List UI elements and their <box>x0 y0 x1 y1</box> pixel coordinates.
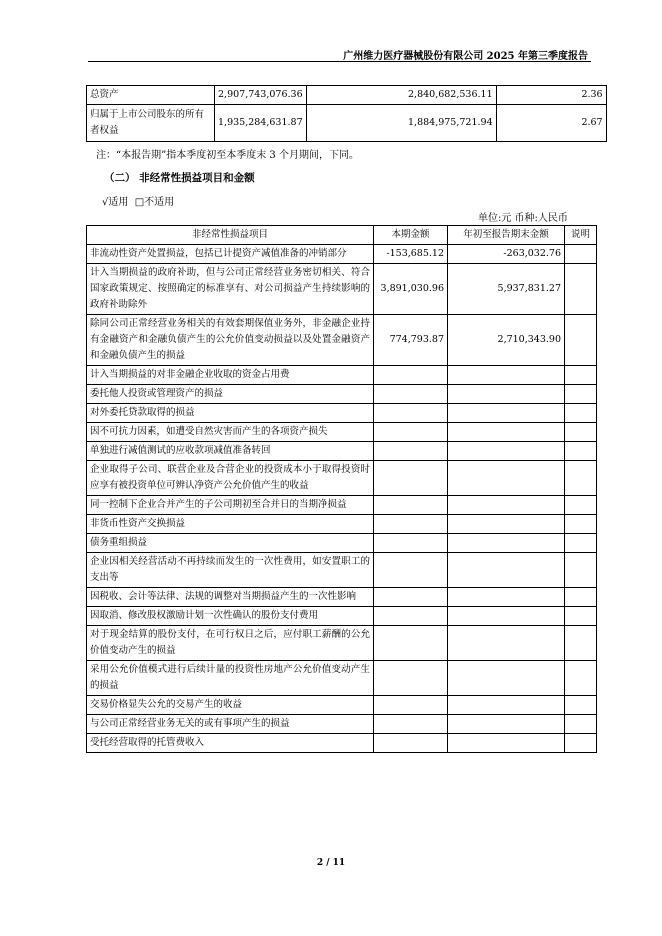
table-row <box>87 607 597 626</box>
item-label: 对于现金结算的股份支付，在可行权日之后，应付职工薪酬的公允价值变动产生的损益 <box>87 626 374 661</box>
item-note <box>565 715 597 734</box>
table-row <box>87 553 597 588</box>
ytd-amount <box>448 715 565 734</box>
ytd-amount <box>448 661 565 696</box>
ytd-amount <box>448 588 565 607</box>
item-label: 计入当期损益的对非金融企业收取的资金占用费 <box>87 366 374 385</box>
current-amount <box>374 461 448 496</box>
item-label: 债务重组损益 <box>87 534 374 553</box>
item-note <box>565 515 597 534</box>
current-amount <box>374 534 448 553</box>
item-note <box>565 553 597 588</box>
item-label: 交易价格显失公允的交易产生的收益 <box>87 696 374 715</box>
table-row <box>87 715 597 734</box>
table-row <box>87 734 597 753</box>
item-note <box>565 626 597 661</box>
table-row <box>87 534 597 553</box>
current-amount <box>374 734 448 753</box>
table-row <box>87 461 597 496</box>
table-row <box>87 423 597 442</box>
item-note <box>565 264 597 315</box>
current-amount <box>374 661 448 696</box>
item-label: 对外委托贷款取得的损益 <box>87 404 374 423</box>
item-label: 因税收、会计等法律、法规的调整对当期损益产生的一次性影响 <box>87 588 374 607</box>
header-item: 非经常性损益项目 <box>87 226 374 245</box>
table-header-row <box>87 226 597 245</box>
item-note <box>565 404 597 423</box>
current-amount <box>374 366 448 385</box>
item-label: 与公司正常经营业务无关的或有事项产生的损益 <box>87 715 374 734</box>
item-note <box>565 496 597 515</box>
ytd-amount: -263,032.76 <box>448 245 565 264</box>
item-label: 企业因相关经营活动不再持续而发生的一次性费用，如安置职工的支出等 <box>87 553 374 588</box>
applicability-options <box>102 193 174 208</box>
ytd-amount <box>448 626 565 661</box>
item-label: 采用公允价值模式进行后续计量的投资性房地产公允价值变动产生的损益 <box>87 661 374 696</box>
item-note <box>565 661 597 696</box>
current-amount <box>374 423 448 442</box>
ytd-amount: 5,937,831.27 <box>448 264 565 315</box>
ytd-amount <box>448 553 565 588</box>
table-row <box>87 264 597 315</box>
item-label: 企业取得子公司、联营企业及合营企业的投资成本小于取得投资时应享有被投资单位可辨认净资产公允价值产生的收益 <box>87 461 374 496</box>
row-label: 归属于上市公司股东的所有者权益 <box>87 105 215 142</box>
item-label: 受托经营取得的托管费收入 <box>87 734 374 753</box>
current-amount <box>374 496 448 515</box>
ytd-amount <box>448 734 565 753</box>
table-row <box>87 515 597 534</box>
ytd-amount <box>448 461 565 496</box>
current-amount <box>374 442 448 461</box>
table-row <box>87 404 597 423</box>
section-title: （二） 非经常性损益项目和金额 <box>104 172 255 184</box>
ytd-amount <box>448 423 565 442</box>
header-divider <box>88 61 591 62</box>
page-header-title: 广州维力医疗器械股份有限公司 2025 年第三季度报告 <box>343 51 588 62</box>
item-note <box>565 385 597 404</box>
balance-summary-table <box>86 85 607 142</box>
item-note <box>565 366 597 385</box>
ytd-amount <box>448 607 565 626</box>
item-note <box>565 245 597 264</box>
ytd-amount <box>448 385 565 404</box>
non-recurring-gains-table <box>86 225 597 753</box>
table-row <box>87 385 597 404</box>
item-label: 委托他人投资或管理资产的损益 <box>87 385 374 404</box>
current-value: 1,935,284,631.87 <box>215 105 307 142</box>
row-label: 总资产 <box>87 86 215 105</box>
item-note <box>565 534 597 553</box>
prior-value: 2,840,682,536.11 <box>306 86 496 105</box>
table-row <box>87 661 597 696</box>
ytd-amount <box>448 696 565 715</box>
item-label: 非货币性资产交换损益 <box>87 515 374 534</box>
change-percent: 2.67 <box>496 105 606 142</box>
table-row <box>87 245 597 264</box>
prior-value: 1,884,975,721.94 <box>306 105 496 142</box>
table-row <box>87 496 597 515</box>
ytd-amount <box>448 534 565 553</box>
current-amount <box>374 696 448 715</box>
currency-unit: 单位:元 币种:人民币 <box>478 213 568 224</box>
table-row <box>87 105 607 142</box>
table-row <box>87 366 597 385</box>
table-row <box>87 626 597 661</box>
header-current: 本期金额 <box>374 226 448 245</box>
ytd-amount <box>448 366 565 385</box>
table-row <box>87 696 597 715</box>
current-amount: 774,793.87 <box>374 315 448 366</box>
ytd-amount <box>448 496 565 515</box>
table-row <box>87 86 607 105</box>
current-amount <box>374 404 448 423</box>
item-label: 非流动性资产处置损益，包括已计提资产减值准备的冲销部分 <box>87 245 374 264</box>
table-row <box>87 588 597 607</box>
header-note: 说明 <box>565 226 597 245</box>
item-note <box>565 423 597 442</box>
item-note <box>565 442 597 461</box>
ytd-amount <box>448 404 565 423</box>
item-note <box>565 734 597 753</box>
table-row <box>87 315 597 366</box>
page-number: 2 / 11 <box>316 858 346 868</box>
current-amount <box>374 553 448 588</box>
item-note <box>565 696 597 715</box>
current-amount <box>374 715 448 734</box>
item-label: 因不可抗力因素，如遭受自然灾害而产生的各项资产损失 <box>87 423 374 442</box>
change-percent: 2.36 <box>496 86 606 105</box>
header-ytd: 年初至报告期末金额 <box>448 226 565 245</box>
item-label: 同一控制下企业合并产生的子公司期初至合并日的当期净损益 <box>87 496 374 515</box>
item-label: 因取消、修改股权激励计划一次性确认的股份支付费用 <box>87 607 374 626</box>
current-amount: 3,891,030.96 <box>374 264 448 315</box>
current-amount <box>374 626 448 661</box>
current-amount <box>374 607 448 626</box>
item-note <box>565 315 597 366</box>
item-label: 计入当期损益的政府补助，但与公司正常经营业务密切相关、符合国家政策规定、按照确定的标准享有、对公司损益产生持续影响的政府补助除外 <box>87 264 374 315</box>
report-period-note: 注：“本报告期”指本季度初至本季度末 3 个月期间，下同。 <box>96 150 359 161</box>
item-note <box>565 461 597 496</box>
ytd-amount <box>448 515 565 534</box>
item-note <box>565 607 597 626</box>
item-label: 单独进行减值测试的应收款项减值准备转回 <box>87 442 374 461</box>
ytd-amount <box>448 442 565 461</box>
current-amount <box>374 385 448 404</box>
item-label: 除同公司正常经营业务相关的有效套期保值业务外，非金融企业持有金融资产和金融负债产生的公允价值变动损益以及处置金融资产和金融负债产生的损益 <box>87 315 374 366</box>
current-amount <box>374 515 448 534</box>
applicable-checked: √适用 <box>102 197 129 208</box>
ytd-amount: 2,710,343.90 <box>448 315 565 366</box>
current-amount <box>374 588 448 607</box>
table-row <box>87 442 597 461</box>
current-amount: -153,685.12 <box>374 245 448 264</box>
not-applicable-unchecked: □不适用 <box>134 197 175 208</box>
current-value: 2,907,743,076.36 <box>215 86 307 105</box>
item-note <box>565 588 597 607</box>
